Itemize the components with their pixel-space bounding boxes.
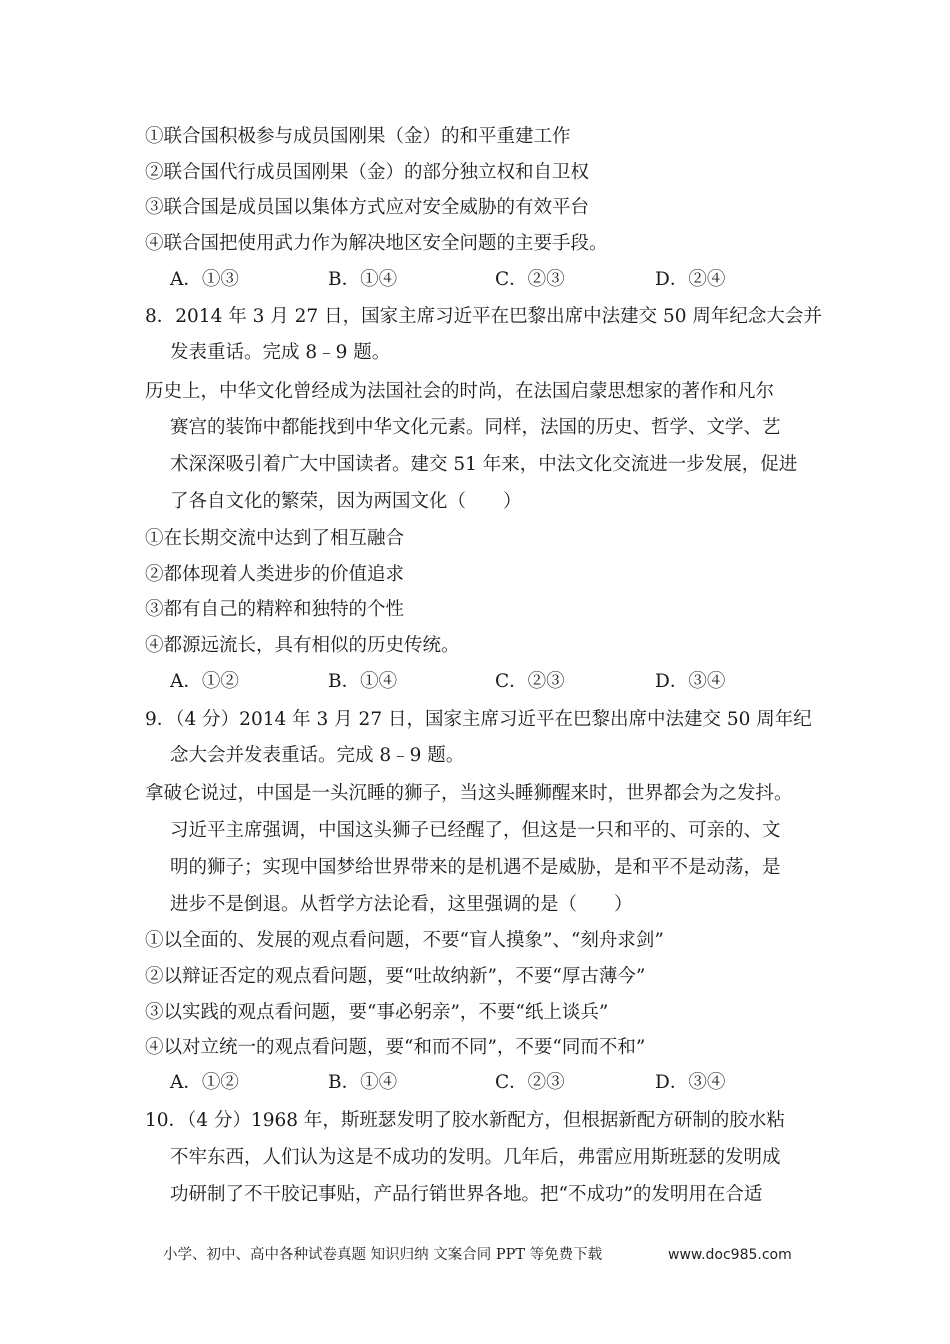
q8-passage-line-3: 术深深吸引着广大中国读者。建交 51 年来，中法文化交流进一步发展，促进 <box>170 454 798 475</box>
q9-statement-1: ①以全面的、发展的观点看问题，不要“盲人摸象”、“刻舟求剑” <box>145 930 664 951</box>
q9-passage-line-2: 习近平主席强调，中国这头狮子已经醒了，但这是一只和平的、可亲的、文 <box>170 820 781 841</box>
q9-option-a: A．①② <box>170 1072 239 1093</box>
q8-header-line-2: 发表重话。完成 8﹣9 题。 <box>170 342 391 363</box>
q7-statement-3: ③联合国是成员国以集体方式应对安全威胁的有效平台 <box>145 197 590 218</box>
footer-text: 小学、初中、高中各种试卷真题 知识归纳 文案合同 PPT 等免费下载 <box>163 1247 603 1263</box>
q8-options <box>170 670 770 694</box>
q7-statement-4: ④联合国把使用武力作为解决地区安全问题的主要手段。 <box>145 233 608 254</box>
q7-options <box>170 268 770 292</box>
q7-option-d: D．②④ <box>655 269 726 290</box>
q8-statement-4: ④都源远流长，具有相似的历史传统。 <box>145 635 460 656</box>
q9-statement-4: ④以对立统一的观点看问题，要“和而不同”，不要“同而不和” <box>145 1037 646 1058</box>
q7-statement-2: ②联合国代行成员国刚果（金）的部分独立权和自卫权 <box>145 162 590 183</box>
q9-option-b: B．①④ <box>328 1072 398 1093</box>
q9-statement-2: ②以辩证否定的观点看问题，要“吐故纳新”，不要“厚古薄今” <box>145 966 646 987</box>
q9-options <box>170 1071 770 1095</box>
q7-option-c: C．②③ <box>495 269 565 290</box>
q9-passage-line-3: 明的狮子；实现中国梦给世界带来的是机遇不是威胁，是和平不是动荡，是 <box>170 857 781 878</box>
q10-line-2: 不牢东西，人们认为这是不成功的发明。几年后，弗雷应用斯班瑟的发明成 <box>170 1147 781 1168</box>
q8-passage-line-4: 了各自文化的繁荣，因为两国文化（ ） <box>170 491 522 512</box>
q9-header-line-1: 9．（4 分）2014 年 3 月 27 日，国家主席习近平在巴黎出席中法建交 50 周年纪 <box>145 709 812 730</box>
q9-passage-line-4: 进步不是倒退。从哲学方法论看，这里强调的是（ ） <box>170 894 633 915</box>
q7-option-a: A．①③ <box>170 269 239 290</box>
q7-option-b: B．①④ <box>328 269 398 290</box>
q8-header-line-1: 8．2014 年 3 月 27 日，国家主席习近平在巴黎出席中法建交 50 周年纪念大会并 <box>145 306 822 327</box>
q9-option-d: D．③④ <box>655 1072 726 1093</box>
footer-site-link[interactable]: www.doc985.com <box>668 1247 792 1263</box>
q8-option-d: D．③④ <box>655 671 726 692</box>
q8-option-a: A．①② <box>170 671 239 692</box>
q8-statement-3: ③都有自己的精粹和独特的个性 <box>145 599 405 620</box>
q10-line-3: 功研制了不干胶记事贴，产品行销世界各地。把“不成功”的发明用在合适 <box>170 1184 763 1205</box>
q9-statement-3: ③以实践的观点看问题，要“事必躬亲”，不要“纸上谈兵” <box>145 1002 609 1023</box>
q10-line-1: 10．（4 分）1968 年，斯班瑟发明了胶水新配方，但根据新配方研制的胶水粘 <box>145 1110 785 1131</box>
q8-option-b: B．①④ <box>328 671 398 692</box>
page-footer <box>163 1246 792 1264</box>
q8-passage-line-1: 历史上，中华文化曾经成为法国社会的时尚，在法国启蒙思想家的著作和凡尔 <box>145 381 775 402</box>
q8-statement-2: ②都体现着人类进步的价值追求 <box>145 564 405 585</box>
q8-option-c: C．②③ <box>495 671 565 692</box>
q8-statement-1: ①在长期交流中达到了相互融合 <box>145 528 405 549</box>
q9-option-c: C．②③ <box>495 1072 565 1093</box>
q8-passage-line-2: 赛宫的装饰中都能找到中华文化元素。同样，法国的历史、哲学、文学、艺 <box>170 417 781 438</box>
q9-header-line-2: 念大会并发表重话。完成 8﹣9 题。 <box>170 745 465 766</box>
q9-passage-line-1: 拿破仑说过，中国是一头沉睡的狮子，当这头睡狮醒来时，世界都会为之发抖。 <box>145 783 793 804</box>
q7-statement-1: ①联合国积极参与成员国刚果（金）的和平重建工作 <box>145 126 571 147</box>
